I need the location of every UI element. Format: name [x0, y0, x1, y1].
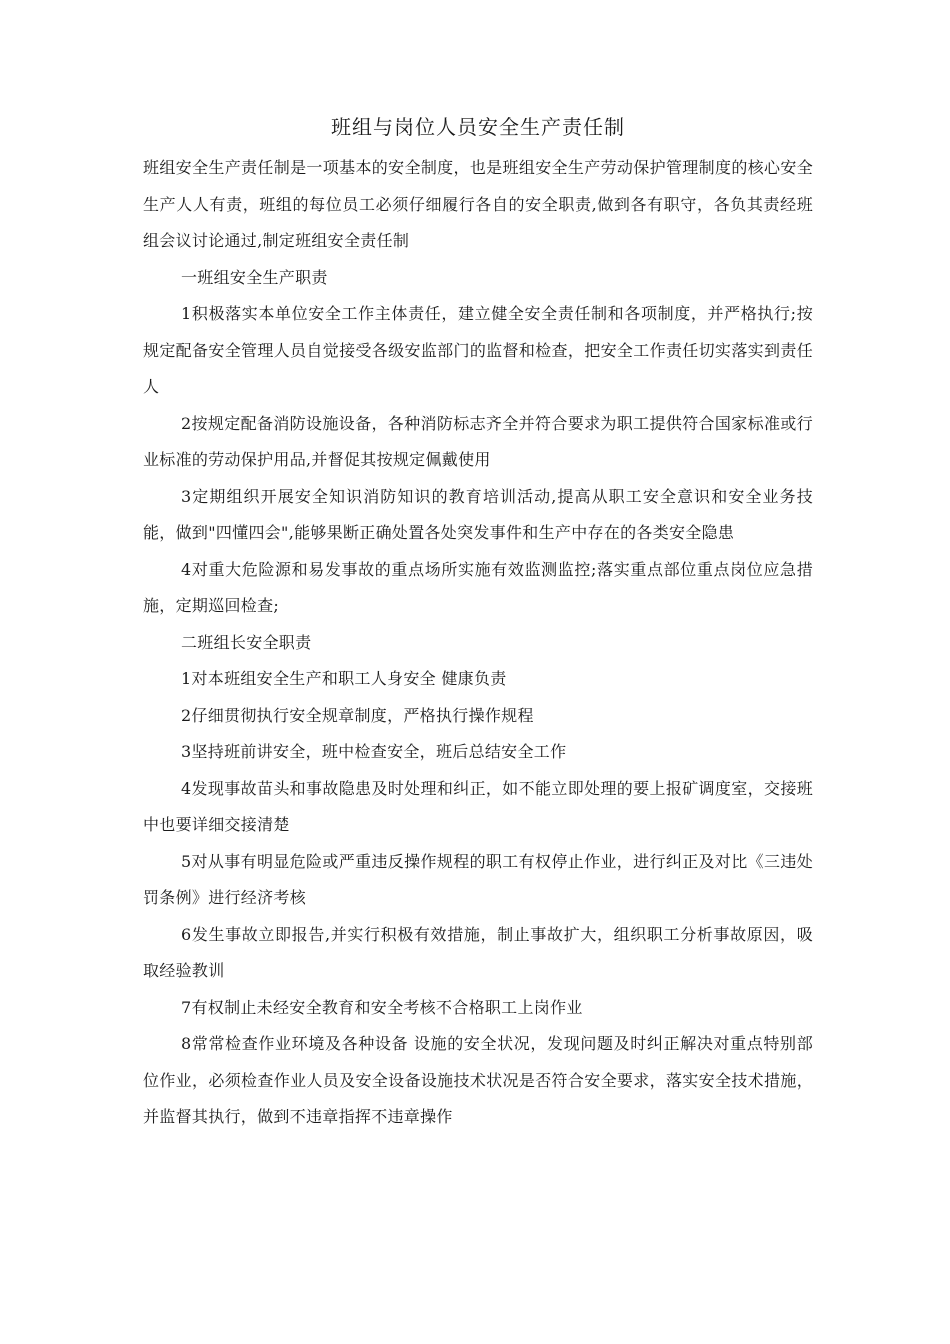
team-duty-item-2: 2按规定配备消防设施设备，各种消防标志齐全并符合要求为职工提供符合国家标准或行业标准的劳动保护用品,并督促其按规定佩戴使用	[143, 413, 813, 469]
leader-duty-item-1: 1对本班组安全生产和职工人身安全 健康负责	[181, 669, 507, 688]
leader-duty-item-6: 6发生事故立即报告,并实行积极有效措施，制止事故扩大，组织职工分析事故原因，吸取经验教训	[143, 924, 813, 980]
team-duty-item-1: 1积极落实本单位安全工作主体责任，建立健全安全责任制和各项制度，并严格执行;按规定配备安全管理人员自觉接受各级安监部门的监督和检查，把安全工作责任切实落实到责任人	[143, 304, 813, 396]
team-duty-item-4: 4对重大危险源和易发事故的重点场所实施有效监测监控;落实重点部位重点岗位应急措施，定期巡回检查;	[143, 559, 813, 615]
section-heading-team-duties: 一班组安全生产职责	[181, 267, 328, 287]
document-page	[143, 110, 813, 1136]
leader-duty-item-5: 5对从事有明显危险或严重违反操作规程的职工有权停止作业，进行纠正及对比《三违处罚条例》进行经济考核	[143, 851, 813, 907]
leader-duty-item-2: 2仔细贯彻执行安全规章制度，严格执行操作规程	[181, 705, 534, 725]
leader-duty-item-3: 3坚持班前讲安全，班中检查安全，班后总结安全工作	[181, 742, 567, 761]
leader-duty-item-4: 4发现事故苗头和事故隐患及时处理和纠正，如不能立即处理的要上报矿调度室，交接班中也要详细交接清楚	[143, 778, 813, 834]
intro-paragraph: 班组安全生产责任制是一项基本的安全制度，也是班组安全生产劳动保护管理制度的核心安全生产人人有责，班组的每位员工必须仔细履行各自的安全职责,做到各有职守，各负其责经班组会议讨论通过,制定班组安全责任制	[143, 158, 813, 250]
section-heading-leader-duties: 二班组长安全职责	[181, 632, 312, 652]
leader-duty-item-7: 7有权制止未经安全教育和安全考核不合格职工上岗作业	[181, 997, 583, 1017]
document-title: 班组与岗位人员安全生产责任制	[331, 115, 625, 139]
team-duty-item-3: 3定期组织开展安全知识消防知识的教育培训活动,提高从职工安全意识和安全业务技能，做到"四懂四会",能够果断正确处置各处突发事件和生产中存在的各类安全隐患	[143, 486, 813, 542]
leader-duty-item-8: 8常常检查作业环境及各种设备 设施的安全状况，发现问题及时纠正解决对重点特别部位作业，必须检查作业人员及安全设备设施技术状况是否符合安全要求，落实安全技术措施，并监督其执行，做到不违章指挥不违章操作	[143, 1034, 813, 1126]
